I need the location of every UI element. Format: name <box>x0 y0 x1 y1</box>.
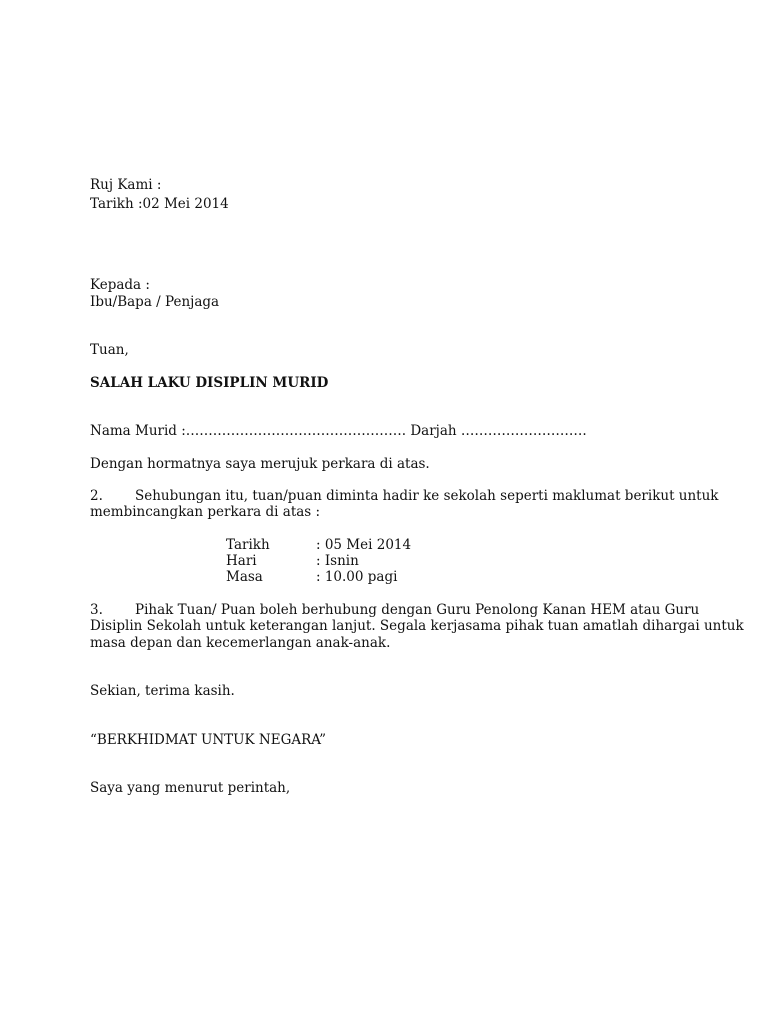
salutation: Tuan, <box>90 342 129 358</box>
student-name-line: Nama Murid :…………………………………………. Darjah ………………………. <box>90 423 587 439</box>
detail-value-day: : Isnin <box>316 553 359 569</box>
paragraph-2-line-2: membincangkan perkara di atas : <box>90 504 321 520</box>
detail-value-date: : 05 Mei 2014 <box>316 537 412 553</box>
recipient: Ibu/Bapa / Penjaga <box>90 294 220 310</box>
closing: Sekian, terima kasih. <box>90 683 235 699</box>
paragraph-3-line-1 <box>90 602 699 619</box>
detail-label-date: Tarikh <box>226 537 270 553</box>
motto: “BERKHIDMAT UNTUK NEGARA” <box>90 732 326 748</box>
paragraph-2-number: 2. <box>90 488 103 504</box>
signoff: Saya yang menurut perintah, <box>90 780 291 796</box>
detail-label-day: Hari <box>226 553 257 569</box>
paragraph-3-number: 3. <box>90 602 103 618</box>
paragraph-3-line-3: masa depan dan kecemerlangan anak-anak. <box>90 635 391 651</box>
reference-line: Ruj Kami : <box>90 177 162 193</box>
letter-subject: SALAH LAKU DISIPLIN MURID <box>90 375 329 391</box>
paragraph-3-text: Pihak Tuan/ Puan boleh berhubung dengan Guru Penolong Kanan HEM atau Guru <box>135 602 700 618</box>
paragraph-2-line-1 <box>90 488 719 505</box>
detail-label-time: Masa <box>226 569 263 585</box>
recipient-label: Kepada : <box>90 277 150 293</box>
paragraph-1: Dengan hormatnya saya merujuk perkara di atas. <box>90 456 430 472</box>
paragraph-2-text: Sehubungan itu, tuan/puan diminta hadir ke sekolah seperti maklumat berikut untuk <box>135 488 719 504</box>
letter-date: Tarikh :02 Mei 2014 <box>90 196 229 212</box>
paragraph-3-line-2: Disiplin Sekolah untuk keterangan lanjut. Segala kerjasama pihak tuan amatlah dihargai untuk <box>90 618 744 634</box>
detail-value-time: : 10.00 pagi <box>316 569 398 585</box>
